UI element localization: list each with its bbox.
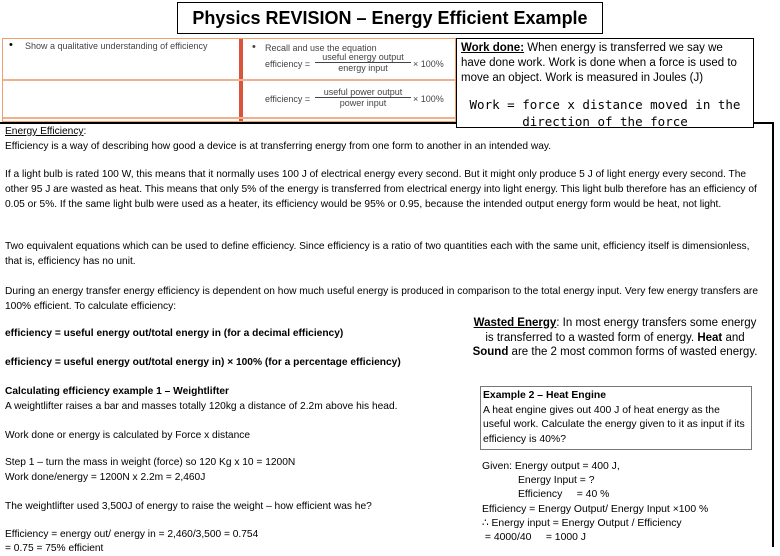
example2-box bbox=[480, 386, 752, 450]
divider bbox=[3, 117, 455, 119]
work-done-text: When energy is transferred we say we have done work. Work is done when a force is used to move an object. Work is measured in Joules (J) bbox=[461, 42, 737, 84]
eq1-lhs: efficiency = bbox=[265, 59, 311, 69]
eq1-fraction bbox=[315, 52, 411, 73]
given-output: Given: Energy output = 400 J, bbox=[482, 461, 620, 472]
and-text: and bbox=[722, 331, 745, 344]
efficiency-formula: Efficiency = Energy Output/ Energy Input ×100 % bbox=[482, 503, 709, 515]
example1-calc: Efficiency = energy out/ energy in = 2,460/3,500 = 0.754 bbox=[5, 529, 259, 540]
percentage-efficiency-equation: efficiency = useful energy out/total energy in) × 100% (for a percentage efficiency) bbox=[5, 357, 401, 368]
bullet-icon: • bbox=[252, 41, 256, 53]
example2-solution bbox=[482, 460, 772, 545]
example1-result: = 0.75 = 75% efficient bbox=[5, 543, 104, 554]
energy-input-result: = 4000/40 = 1000 J bbox=[482, 532, 586, 544]
spec-left-item: Show a qualitative understanding of efficiency bbox=[25, 41, 208, 51]
right-border bbox=[772, 122, 774, 547]
example1-work-done: Work done/energy = 1200N x 2.2m = 2,460J bbox=[5, 472, 206, 483]
eq2-denominator: power input bbox=[339, 98, 387, 108]
light-bulb-paragraph: If a light bulb is rated 100 W, this means that it normally uses 100 J of electrical energy every second. But it might only produce 5 J of light energy every second. The other 95 J are wasted as heat. This means that only 5% of the energy is transferred from electrical energy into light energy. This light bulb therefore has an efficiency of 0.05 or 5%. If the same light bulb were used as a heater, its efficiency would be 95% or 0.95, because the intended output energy form would be heat, not light. bbox=[5, 169, 757, 210]
example1-heading: Calculating efficiency example 1 – Weightlifter bbox=[5, 386, 230, 397]
example1-work: Work done or energy is calculated by Force x distance bbox=[5, 430, 250, 441]
example1-used: The weightlifter used 3,500J of energy to raise the weight – how efficient was he? bbox=[5, 501, 372, 512]
given-efficiency: Efficiency = 40 % bbox=[518, 489, 610, 501]
example2-text: A heat engine gives out 400 J of heat energy as the useful work. Calculate the energy given to it as input if its efficiency is 40%? bbox=[483, 404, 745, 445]
heading-colon: : bbox=[83, 126, 87, 137]
eq1-rhs: × 100% bbox=[413, 59, 444, 69]
eq2-rhs: × 100% bbox=[413, 94, 444, 104]
decimal-efficiency-equation: efficiency = useful energy out/total energy in (for a decimal efficiency) bbox=[5, 328, 344, 339]
divider bbox=[3, 79, 455, 81]
eq1-numerator: useful energy output bbox=[315, 52, 411, 63]
transfer-paragraph: During an energy transfer energy efficiency is dependent on how much useful energy is produced in comparison to the total energy input. Very few energy transfers are 100% efficient. To calculate efficiency: bbox=[5, 286, 758, 312]
bullet-icon: • bbox=[9, 39, 13, 51]
wasted-energy-text-2: are the 2 most common forms of wasted energy. bbox=[508, 346, 758, 358]
efficiency-definition bbox=[5, 124, 765, 154]
eq1-denominator: energy input bbox=[338, 63, 388, 73]
eq2-numerator: useful power output bbox=[315, 87, 411, 98]
example1-intro: A weightlifter raises a bar and masses totally 120kg a distance of 2.2m above his head. bbox=[5, 401, 398, 412]
eq2-fraction bbox=[315, 87, 411, 108]
page-title bbox=[0, 0, 780, 36]
work-done-heading: Work done: bbox=[461, 42, 525, 54]
efficiency-definition-text: Efficiency is a way of describing how good a device is at transferring energy from one form to another in an intended way. bbox=[5, 141, 552, 152]
spec-right-item: Recall and use the equation bbox=[265, 43, 377, 53]
eq2-lhs: efficiency = bbox=[265, 94, 311, 104]
efficiency-heading: Energy Efficiency bbox=[5, 126, 84, 137]
work-done-box bbox=[456, 38, 754, 128]
wasted-energy-box bbox=[470, 316, 760, 360]
work-equation: Work = force x distance moved in the direction of the force bbox=[469, 97, 741, 129]
example1-block bbox=[5, 384, 465, 414]
title-text: Physics REVISION – Energy Efficient Example bbox=[177, 2, 602, 34]
example1-step1: Step 1 – turn the mass in weight (force) so 120 Kg x 10 = 1200N bbox=[5, 457, 296, 468]
specification-panel bbox=[2, 38, 456, 122]
heat-term: Heat bbox=[697, 331, 723, 344]
dimensionless-paragraph: Two equivalent equations which can be used to define efficiency. Since efficiency is a ratio of two quantities each with the same unit, efficiency itself is dimensionless, that is, efficiency has no unit. bbox=[5, 241, 750, 267]
wasted-energy-text: : In most energy transfers some energy is transferred to a wasted form of energy. bbox=[485, 317, 757, 344]
sound-term: Sound bbox=[472, 346, 509, 358]
wasted-energy-heading: Wasted Energy bbox=[473, 317, 557, 329]
example2-heading: Example 2 – Heat Engine bbox=[483, 390, 607, 401]
given-input: Energy Input = ? bbox=[518, 475, 595, 487]
energy-input-formula: ∴ Energy input = Energy Output / Efficiency bbox=[482, 517, 682, 529]
example1-steps bbox=[5, 455, 465, 485]
